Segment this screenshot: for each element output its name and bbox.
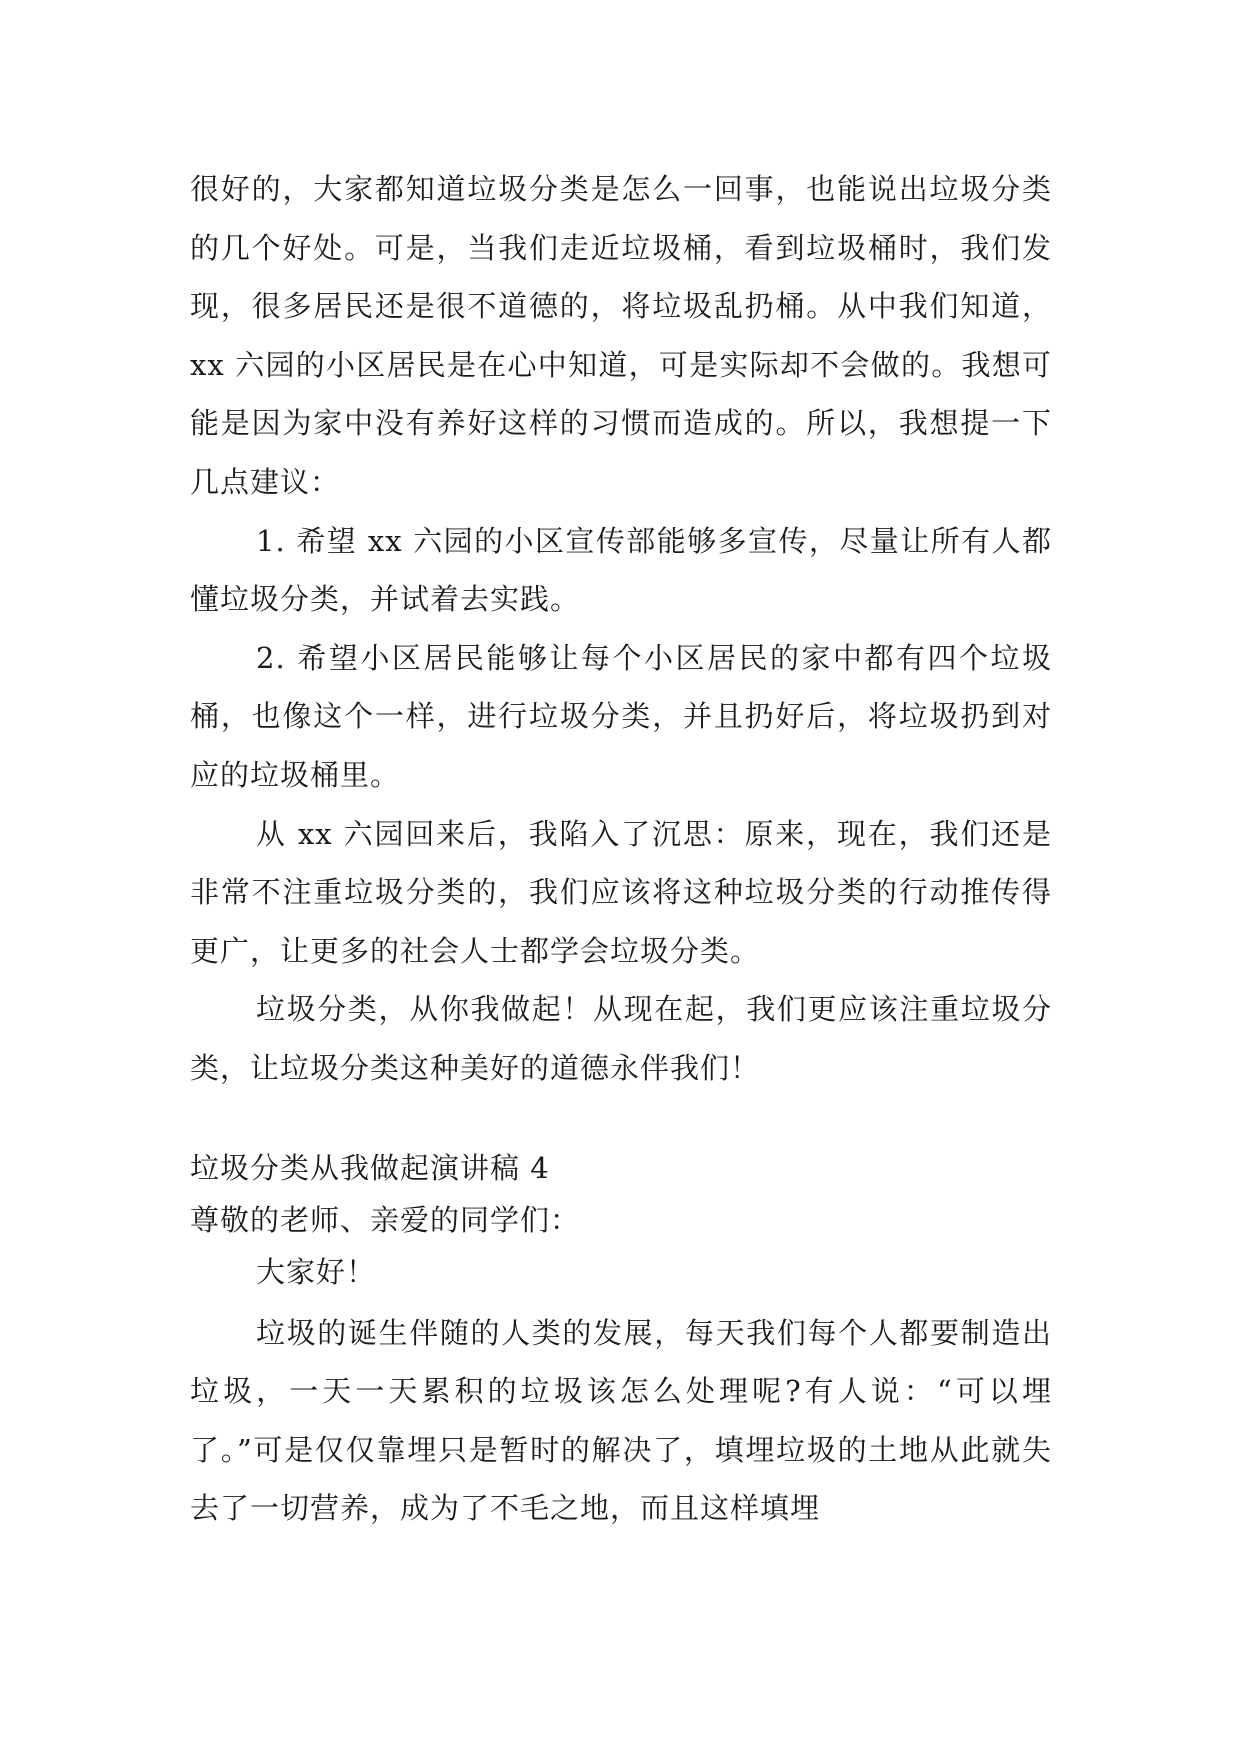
paragraph-reflection: 从 xx 六园回来后，我陷入了沉思：原来，现在，我们还是非常不注重垃圾分类的，我们应该将这种垃圾分类的行动推传得更广，让更多的社会人士都学会垃圾分类。 <box>190 816 1052 968</box>
paragraph-closing: 垃圾分类，从你我做起！从现在起，我们更应该注重垃圾分类，让垃圾分类这种美好的道德永伴我们！ <box>190 992 1052 1085</box>
salutation: 尊敬的老师、亲爱的同学们： <box>190 1202 581 1237</box>
suggestion-1: 1. 希望 xx 六园的小区宣传部能够多宣传，尽量让所有人都懂垃圾分类，并试着去实践。 <box>190 523 1052 617</box>
greeting: 大家好！ <box>256 1254 377 1289</box>
paragraph-top-1: 很好的，大家都知道垃圾分类是怎么一回事，也能说出垃圾分类的几个好处。可是，当我们走近垃圾桶，看到垃圾桶时，我们发现，很多居民还是很不道德的，将垃圾乱扔桶。从中我们知道，xx 六园的小区居民是在心中知道，可是实际却不会做的。我想可能是因为家中没有养好这样的习惯而造成的。所以，我想提一下几点建议： <box>190 172 1052 499</box>
speech-4-header <box>190 1142 1052 1298</box>
suggestion-2: 2. 希望小区居民能够让每个小区居民的家中都有四个垃圾桶，也像这个一样，进行垃圾分类，并且扔好后，将垃圾扔到对应的垃圾桶里。 <box>190 640 1052 792</box>
section-title: 垃圾分类从我做起演讲稿 4 <box>190 1150 550 1185</box>
paragraph-bottom-1: 垃圾的诞生伴随的人类的发展，每天我们每个人都要制造出垃圾，一天一天累积的垃圾该怎么处理呢?有人说：“可以埋了。”可是仅仅靠埋只是暂时的解决了，填埋垃圾的土地从此就失去了一切营养，成为了不毛之地，而且这样填埋 <box>190 1315 1052 1526</box>
document-body <box>190 160 1052 1538</box>
